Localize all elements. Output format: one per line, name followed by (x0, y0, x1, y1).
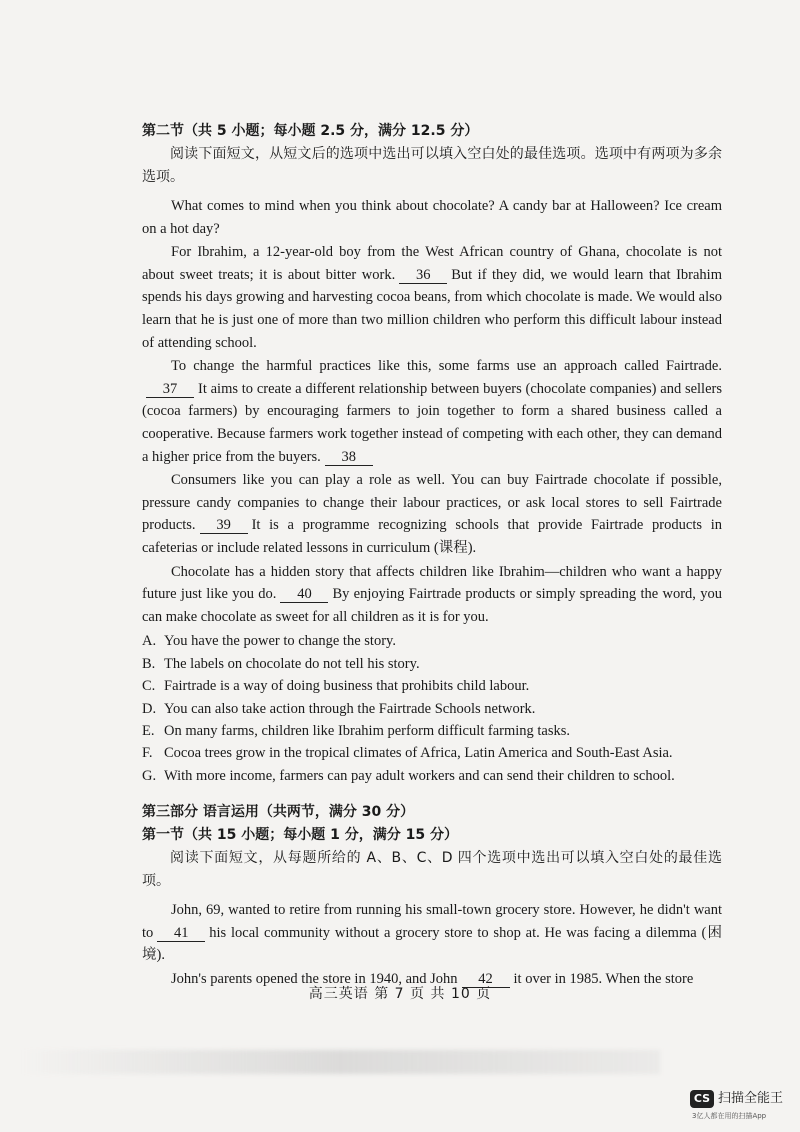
blank-37: 37 (146, 381, 194, 398)
camscanner-logo-icon: CS (690, 1090, 714, 1108)
option-text: With more income, farmers can pay adult workers and can send their children to school. (164, 767, 675, 784)
page-footer: 高三英语 第 7 页 共 10 页 (308, 986, 492, 1002)
option-e (142, 720, 722, 742)
watermark-name: 扫描全能王 (718, 1091, 784, 1106)
paragraph-text: Consumers like you can play a role as well. You can buy Fairtrade chocolate if possible, pressure candy companies to change their labour practices, or ask local stores to sell Fairtrade products. (142, 472, 722, 534)
option-g (142, 765, 722, 787)
blank-41: 41 (157, 925, 205, 942)
paragraph-text: To change the harmful practices like this, some farms use an approach called Fairtrade. (171, 358, 722, 375)
option-a (142, 630, 722, 652)
passage-paragraph-2 (142, 241, 722, 354)
option-f (142, 742, 722, 764)
section2-instruction: 阅读下面短文，从短文后的选项中选出可以填入空白处的最佳选项。选项中有两项为多余选项。 (142, 146, 722, 185)
watermark-tagline: 3亿人都在用的扫描App (692, 1112, 767, 1120)
paragraph-text: But if they did, we would learn that Ibrahim spends his days growing and harvesting cocoa beans, from which chocolate is made. We would also learn that he is just one of more than two million children who perform this difficult labour instead of attending school. (142, 266, 722, 351)
option-text: The labels on chocolate do not tell his story. (164, 655, 420, 672)
blank-40: 40 (280, 586, 328, 603)
paragraph-text: Chocolate has a hidden story that affects children like Ibrahim—children who want a happy future just like you do. (142, 563, 722, 603)
blank-36: 36 (399, 267, 447, 284)
part3-block (142, 801, 722, 990)
paragraph-text: it over in 1985. When the store (513, 970, 694, 987)
part3-instruction: 阅读下面短文，从每题所给的 A、B、C、D 四个选项中选出可以填入空白处的最佳选项。 (142, 850, 722, 890)
scan-smudge (20, 1050, 660, 1074)
page-content (142, 120, 722, 992)
option-letter: F. (142, 745, 153, 762)
blank-38: 38 (325, 449, 373, 466)
option-letter: G. (142, 767, 157, 784)
answer-options (142, 630, 722, 787)
option-text: On many farms, children like Ibrahim perform difficult farming tasks. (164, 722, 571, 739)
scanner-watermark (690, 1090, 796, 1124)
option-c (142, 675, 722, 697)
paragraph-text: For Ibrahim, a 12-year-old boy from the West African country of Ghana, chocolate is not about sweet treats; it is about bitter work. (142, 244, 722, 283)
passage-paragraph-3 (142, 355, 722, 468)
option-text: You can also take action through the Fairtrade Schools network. (164, 700, 536, 717)
paragraph-text: his local community without a grocery store to shop at. He was facing a dilemma (困境). (142, 924, 722, 964)
option-letter: E. (142, 722, 155, 739)
paragraph-text: It is a programme recognizing schools that provide Fairtrade products in cafeterias or include related lessons in curriculum (课程). (142, 517, 722, 556)
option-text: Fairtrade is a way of doing business that prohibits child labour. (164, 678, 530, 695)
blank-39: 39 (200, 517, 248, 534)
option-letter: D. (142, 700, 157, 717)
passage-paragraph-5 (142, 561, 722, 629)
option-b (142, 653, 722, 675)
cloze-paragraph-1 (142, 899, 722, 967)
option-letter: B. (142, 655, 156, 672)
option-letter: A. (142, 633, 157, 650)
section2-heading: 第二节（共 5 小题；每小题 2.5 分，满分 12.5 分） (142, 123, 479, 139)
blank-42: 42 (462, 971, 510, 988)
option-text: Cocoa trees grow in the tropical climates of Africa, Latin America and South-East Asia. (164, 745, 673, 762)
paragraph-text: By enjoying Fairtrade products or simply spreading the word, you can make chocolate as sweet for all children as it is for you. (142, 586, 722, 625)
option-d (142, 698, 722, 720)
option-letter: C. (142, 678, 156, 695)
part3-section1-heading: 第一节（共 15 小题；每小题 1 分，满分 15 分） (142, 827, 458, 844)
passage-paragraph-1: What comes to mind when you think about chocolate? A candy bar at Halloween? Ice cream on a hot day? (142, 198, 722, 237)
paragraph-text: It aims to create a different relationship between buyers (chocolate companies) and sellers (cocoa farmers) by encouraging farmers to join together to form a shared business called a cooperative. Because farmers work together instead of competing with each other, they can demand a higher price from the buyers. (142, 380, 722, 465)
part3-heading: 第三部分 语言运用（共两节，满分 30 分） (142, 804, 415, 821)
paragraph-text: John's parents opened the store in 1940, and John (171, 970, 458, 987)
passage-paragraph-4 (142, 469, 722, 559)
paragraph-text: John, 69, wanted to retire from running his small-town grocery store. However, he didn't want to (142, 902, 722, 941)
option-text: You have the power to change the story. (164, 633, 396, 650)
